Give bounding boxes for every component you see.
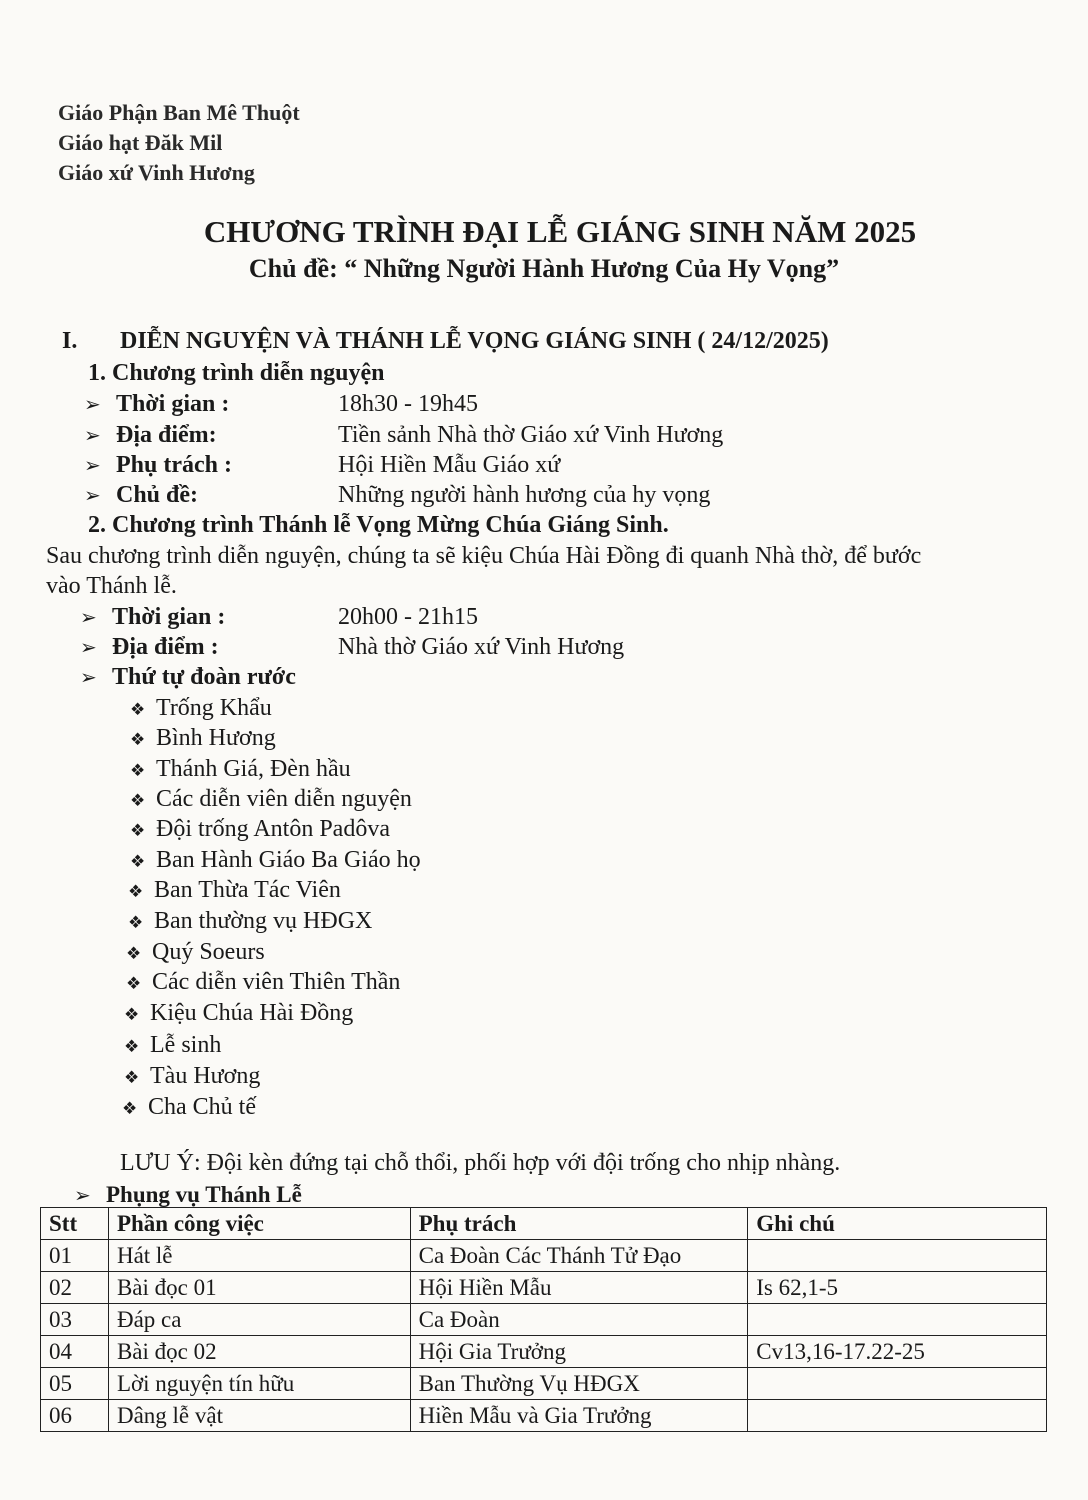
info-value: Hội Hiền Mẫu Giáo xứ <box>338 452 561 478</box>
table-cell: Hiền Mẫu và Gia Trưởng <box>410 1400 748 1432</box>
procession-label: Thứ tự đoàn rước <box>112 664 296 690</box>
list-item: ❖ Quý Soeurs <box>126 939 265 965</box>
section-heading: DIỄN NGUYỆN VÀ THÁNH LỄ VỌNG GIÁNG SINH ( 24/12/2025) <box>120 328 829 354</box>
arrow-icon: ➢ <box>84 425 101 447</box>
table-cell: Is 62,1-5 <box>748 1272 1047 1304</box>
table-row <box>41 1400 1047 1432</box>
intro-paragraph-line: vào Thánh lễ. <box>46 573 177 599</box>
diamond-bullet-icon: ❖ <box>128 882 144 901</box>
info-value: 20h00 - 21h15 <box>338 604 478 630</box>
info-row <box>84 391 229 418</box>
info-row <box>84 482 198 509</box>
list-item: ❖ Cha Chủ tế <box>122 1094 256 1120</box>
service-table <box>40 1207 1047 1432</box>
diamond-bullet-icon: ❖ <box>130 852 146 871</box>
list-item: ❖ Đội trống Antôn Padôva <box>130 816 390 842</box>
part1-heading: 1. Chương trình diễn nguyện <box>88 360 385 386</box>
info-value: 18h30 - 19h45 <box>338 391 478 417</box>
info-label: Thời gian : <box>116 391 230 417</box>
list-item: ❖ Các diễn viên diễn nguyện <box>130 786 412 812</box>
procession-heading-row <box>80 664 296 691</box>
diamond-bullet-icon: ❖ <box>122 1099 138 1118</box>
table-cell: Bài đọc 02 <box>108 1336 410 1368</box>
list-item: ❖ Kiệu Chúa Hài Đồng <box>124 1000 354 1026</box>
table-row <box>41 1368 1047 1400</box>
column-header: Ghi chú <box>748 1208 1047 1240</box>
info-row <box>80 634 219 661</box>
diamond-bullet-icon: ❖ <box>130 730 146 749</box>
list-item: ❖ Các diễn viên Thiên Thần <box>126 969 401 995</box>
arrow-icon: ➢ <box>80 607 97 629</box>
info-label: Địa điểm: <box>116 422 217 448</box>
table-cell: 05 <box>41 1368 109 1400</box>
page-subtitle: Chủ đề: “ Những Người Hành Hương Của Hy Vọng” <box>248 254 840 283</box>
table-row <box>41 1336 1047 1368</box>
diamond-bullet-icon: ❖ <box>126 944 142 963</box>
table-cell: 02 <box>41 1272 109 1304</box>
diamond-bullet-icon: ❖ <box>130 700 146 719</box>
table-cell <box>748 1240 1047 1272</box>
deanery-line: Giáo hạt Đăk Mil <box>58 130 223 155</box>
info-value: Nhà thờ Giáo xứ Vinh Hương <box>338 634 625 660</box>
info-row <box>80 604 225 631</box>
table-cell: Hội Hiền Mẫu <box>410 1272 748 1304</box>
service-label: Phụng vụ Thánh Lễ <box>106 1182 302 1207</box>
list-item: ❖ Lễ sinh <box>124 1032 222 1058</box>
diamond-bullet-icon: ❖ <box>130 791 146 810</box>
table-cell: Đáp ca <box>108 1304 410 1336</box>
info-label: Địa điểm : <box>112 634 219 660</box>
table-cell <box>748 1304 1047 1336</box>
arrow-icon: ➢ <box>84 394 101 416</box>
list-item: ❖ Ban Thừa Tác Viên <box>128 877 341 903</box>
info-value: Những người hành hương của hy vọng <box>338 482 711 508</box>
diamond-bullet-icon: ❖ <box>130 761 146 780</box>
table-cell: 06 <box>41 1400 109 1432</box>
table-row <box>41 1304 1047 1336</box>
table-cell: Dâng lễ vật <box>108 1400 410 1432</box>
table-cell <box>748 1368 1047 1400</box>
parish-line: Giáo xứ Vinh Hương <box>58 160 255 185</box>
diocese-line: Giáo Phận Ban Mê Thuột <box>58 100 300 125</box>
info-row <box>84 422 217 449</box>
diamond-bullet-icon: ❖ <box>124 1005 140 1024</box>
table-cell <box>748 1400 1047 1432</box>
table-cell: Lời nguyện tín hữu <box>108 1368 410 1400</box>
note-text: LƯU Ý: Đội kèn đứng tại chỗ thổi, phối hợp với đội trống cho nhịp nhàng. <box>120 1150 841 1176</box>
service-heading-row <box>74 1182 302 1208</box>
list-item: ❖ Ban thường vụ HĐGX <box>128 908 373 934</box>
table-cell: Hội Gia Trưởng <box>410 1336 748 1368</box>
table-cell: Ca Đoàn Các Thánh Tử Đạo <box>410 1240 748 1272</box>
list-item: ❖ Ban Hành Giáo Ba Giáo họ <box>130 847 421 873</box>
info-label: Phụ trách : <box>116 452 232 478</box>
column-header: Stt <box>41 1208 109 1240</box>
table-cell: 04 <box>41 1336 109 1368</box>
list-item: ❖ Tàu Hương <box>124 1063 261 1089</box>
diamond-bullet-icon: ❖ <box>124 1068 140 1087</box>
table-header-row <box>41 1208 1047 1240</box>
diamond-bullet-icon: ❖ <box>124 1037 140 1056</box>
diamond-bullet-icon: ❖ <box>128 913 144 932</box>
table-cell: Ca Đoàn <box>410 1304 748 1336</box>
table-cell: Hát lễ <box>108 1240 410 1272</box>
arrow-icon: ➢ <box>84 485 101 507</box>
list-item: ❖ Bình Hương <box>130 725 276 751</box>
diamond-bullet-icon: ❖ <box>130 821 146 840</box>
arrow-icon: ➢ <box>74 1185 91 1207</box>
table-cell: Ban Thường Vụ HĐGX <box>410 1368 748 1400</box>
arrow-icon: ➢ <box>84 455 101 477</box>
column-header: Phụ trách <box>410 1208 748 1240</box>
table-cell: Bài đọc 01 <box>108 1272 410 1304</box>
arrow-icon: ➢ <box>80 637 97 659</box>
info-row <box>84 452 232 479</box>
table-row <box>41 1240 1047 1272</box>
section-number: I. <box>62 328 78 354</box>
arrow-icon: ➢ <box>80 667 97 689</box>
column-header: Phần công việc <box>108 1208 410 1240</box>
table-cell: 01 <box>41 1240 109 1272</box>
list-item: ❖ Trống Khẩu <box>130 695 272 721</box>
info-value: Tiền sảnh Nhà thờ Giáo xứ Vinh Hương <box>338 422 724 448</box>
diamond-bullet-icon: ❖ <box>126 974 142 993</box>
info-label: Thời gian : <box>112 604 226 630</box>
table-cell: Cv13,16-17.22-25 <box>748 1336 1047 1368</box>
table-row <box>41 1272 1047 1304</box>
part2-heading: 2. Chương trình Thánh lễ Vọng Mừng Chúa Giáng Sinh. <box>88 512 669 538</box>
info-label: Chủ đề: <box>116 482 199 508</box>
table-cell: 03 <box>41 1304 109 1336</box>
intro-paragraph-line: Sau chương trình diễn nguyện, chúng ta sẽ kiệu Chúa Hài Đồng đi quanh Nhà thờ, để bước <box>46 543 922 569</box>
page-title: CHƯƠNG TRÌNH ĐẠI LỄ GIÁNG SINH NĂM 2025 <box>203 214 917 249</box>
list-item: ❖ Thánh Giá, Đèn hầu <box>130 756 351 782</box>
